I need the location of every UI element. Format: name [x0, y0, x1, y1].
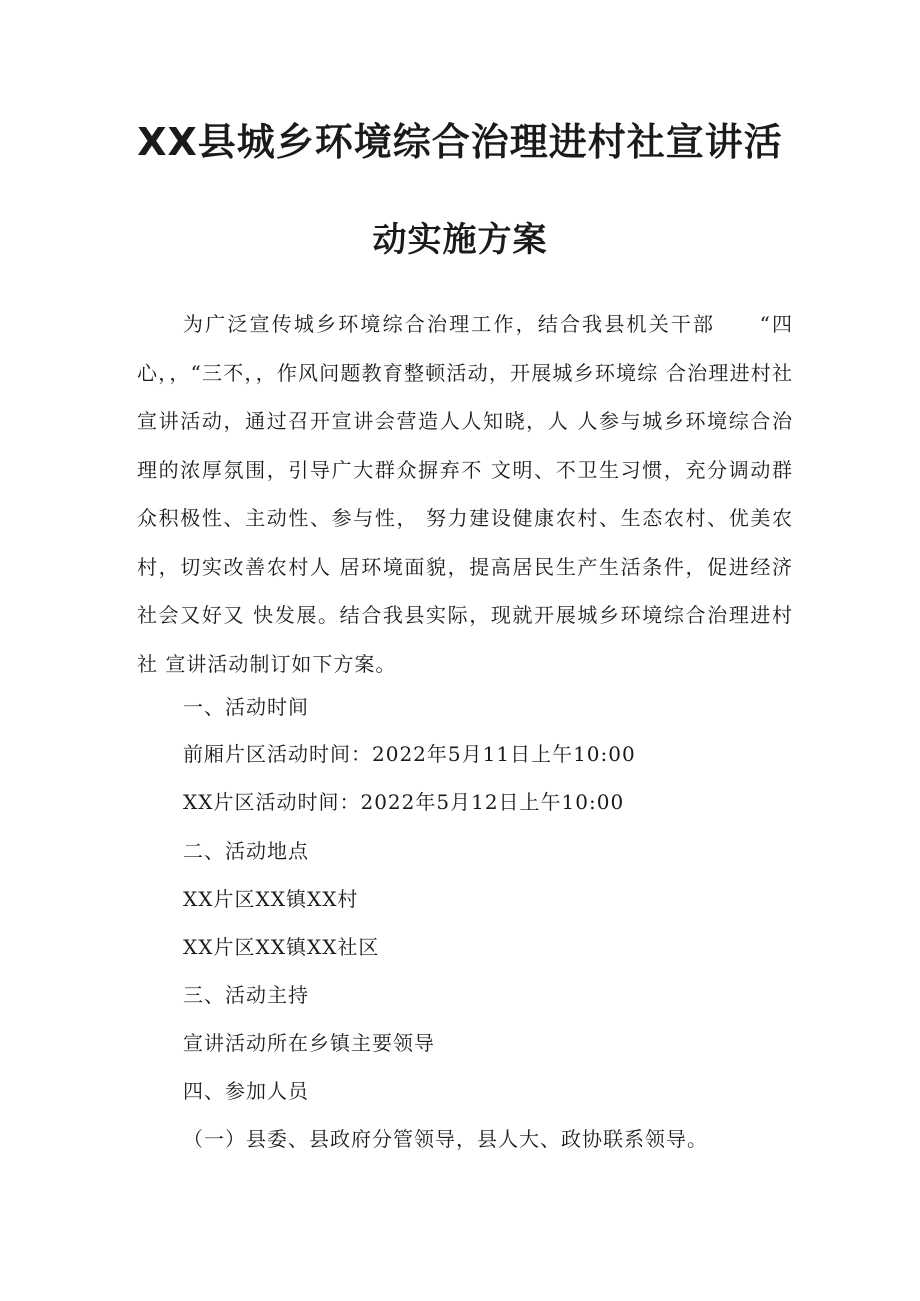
intro-paragraph: 为广泛宣传城乡环境综合治理工作，结合我县机关干部 “四心，，“三不，，作风问题教育整顿活动，开展城乡环境综 合治理进村社宣讲活动，通过召开宣讲会营造人人知晓，人 人参与城乡环境综合治理的浓厚氛围，引导广大群众摒弃不 文明、不卫生习惯，充分调动群众积极性、主动性、参与性， 努力建设健康农村、生态农村、优美农村，切实改善农村人 居环境面貌，提高居民生产生活条件，促进经济社会又好又 快发展。结合我县实际，现就开展城乡环境综合治理进村社 宣讲活动制订如下方案。: [137, 312, 793, 676]
section-heading-location: 二、活动地点: [183, 839, 309, 863]
time-xx: XX片区活动时间：2022年5月12日上午10:00: [183, 790, 625, 814]
location-village: XX片区XX镇XX村: [183, 887, 359, 911]
section-heading-participants: 四、参加人员: [183, 1079, 309, 1103]
location-community: XX片区XX镇XX社区: [183, 935, 380, 959]
host-text: 宣讲活动所在乡镇主要领导: [183, 1031, 435, 1055]
section-heading-time: 一、活动时间: [183, 695, 309, 719]
participants-item-1: （一）县委、县政府分管领导，县人大、政协联系领导。: [183, 1127, 708, 1151]
document-title-line-2: 动实施方案: [372, 220, 548, 260]
section-heading-host: 三、活动主持: [183, 983, 309, 1007]
time-qianxiang: 前厢片区活动时间：2022年5月11日上午10:00: [183, 742, 636, 766]
document-title-line-1: XX县城乡环境综合治理进村社宣讲活: [137, 120, 783, 164]
